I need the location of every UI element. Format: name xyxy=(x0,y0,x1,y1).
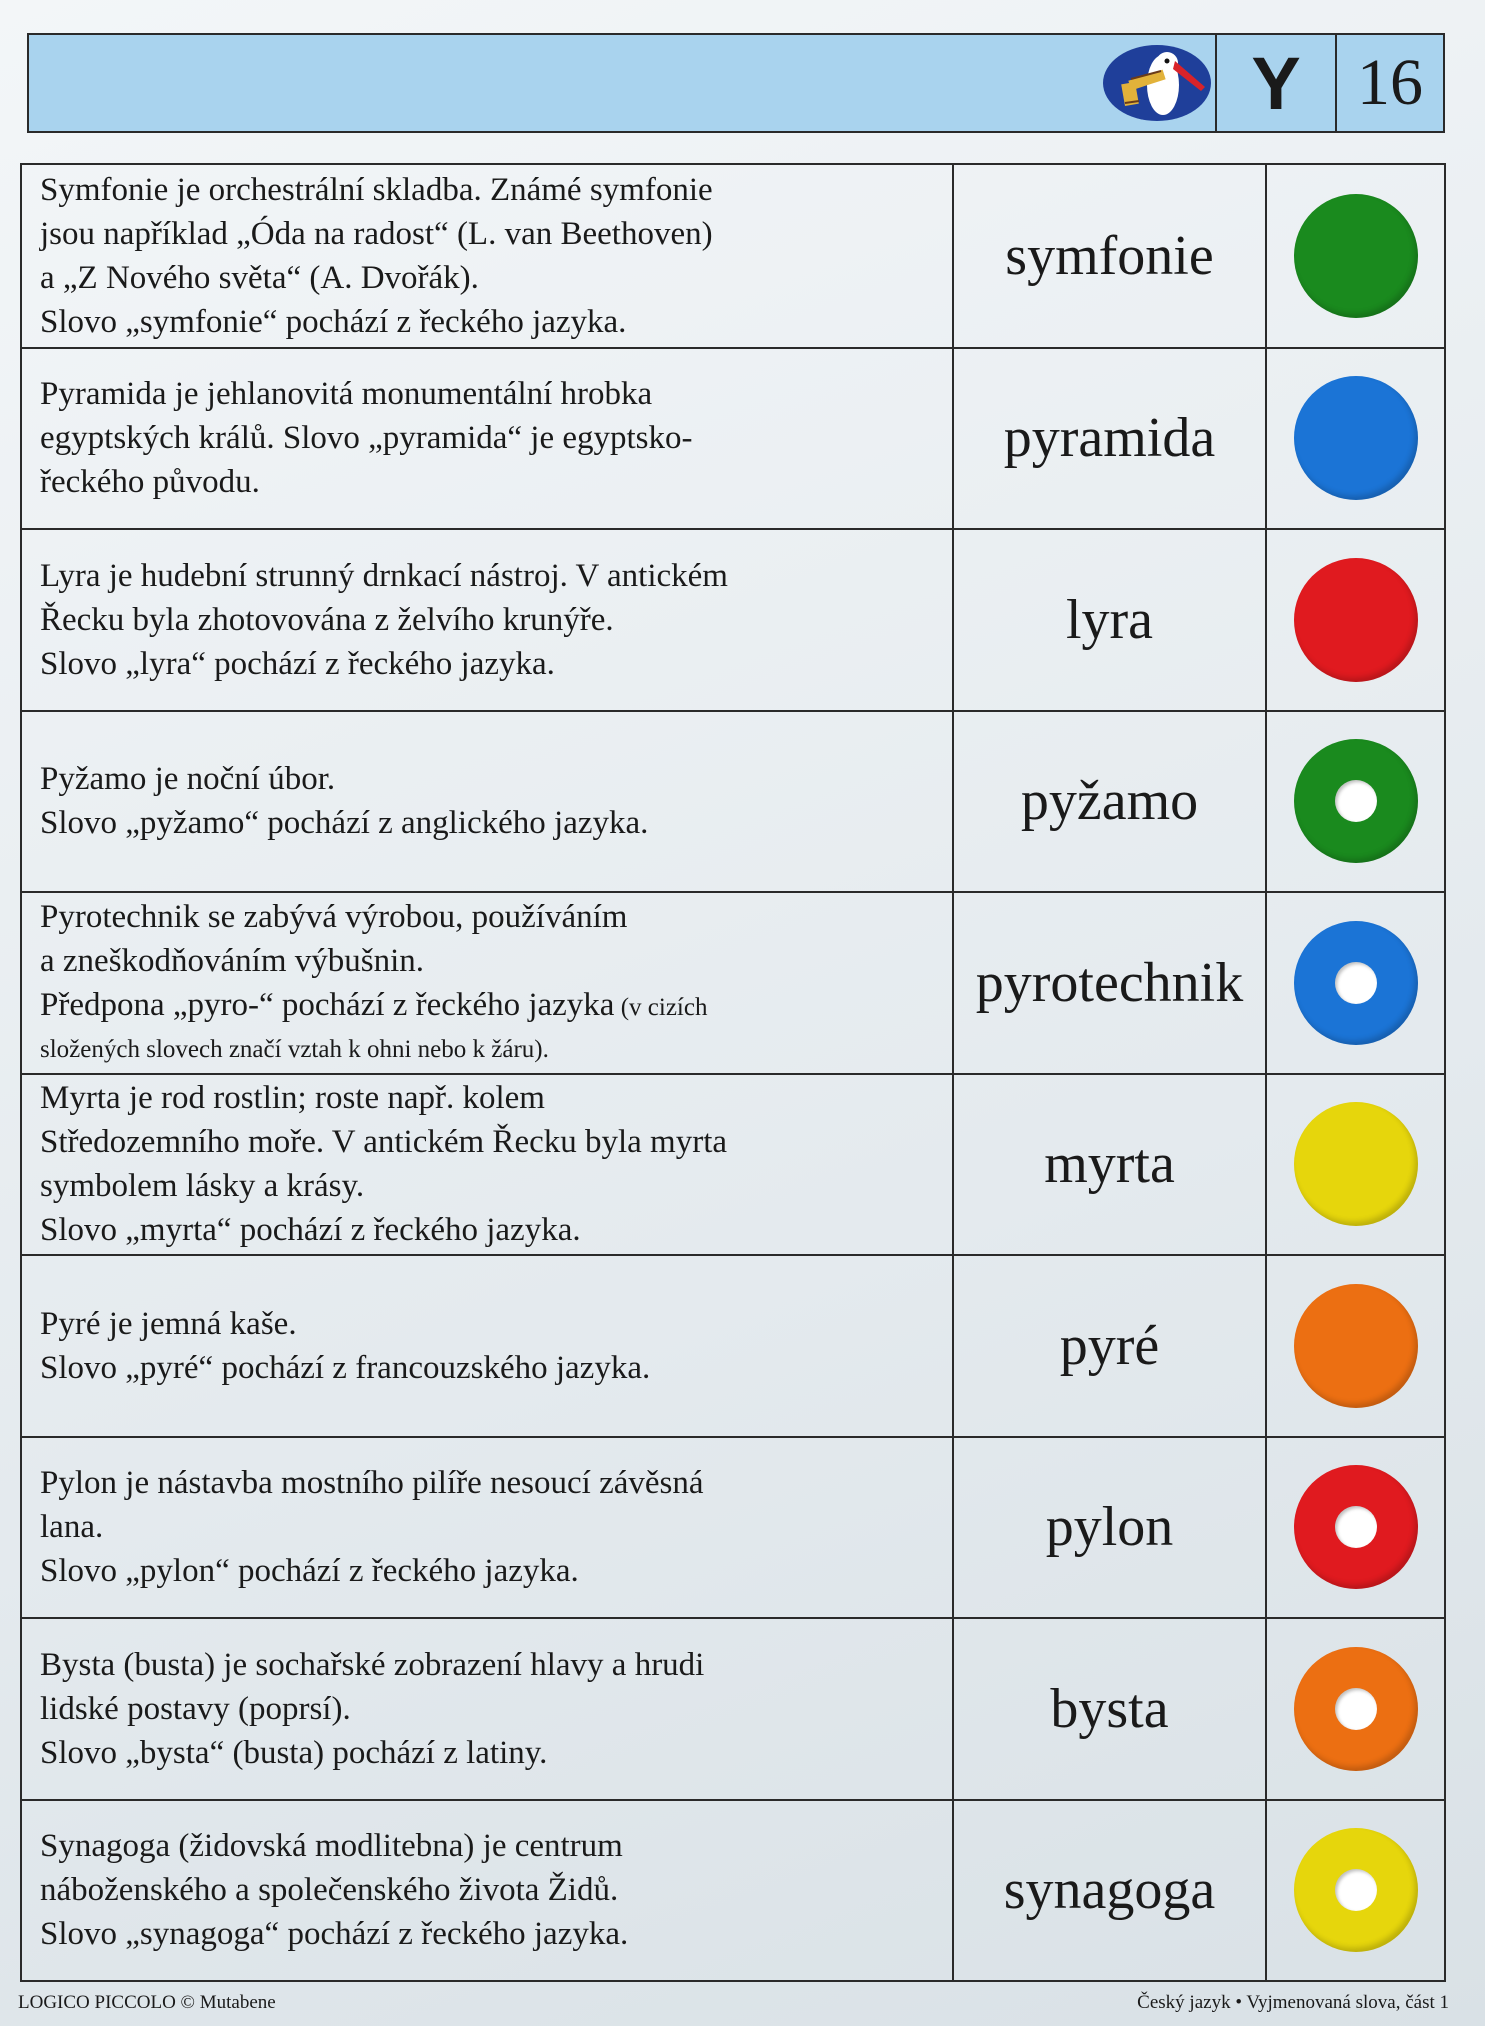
color-code-cell xyxy=(1265,1619,1444,1799)
row-description xyxy=(22,1438,952,1618)
description-line: Pyrotechnik se zabývá výrobou, používáním xyxy=(40,899,628,936)
ring-marker-icon xyxy=(1294,1647,1418,1771)
vocabulary-word: pyramida xyxy=(952,349,1265,529)
description-line: egyptských králů. Slovo „pyramida“ je egyptsko- xyxy=(40,420,693,457)
ring-hole xyxy=(1335,1869,1377,1911)
row-description xyxy=(22,1801,952,1981)
description-line: Pylon je nástavba mostního pilíře nesoucí závěsná xyxy=(40,1465,704,1502)
description-line: Slovo „pylon“ pochází z řeckého jazyka. xyxy=(40,1553,579,1590)
description-line: Myrta je rod rostlin; roste např. kolem xyxy=(40,1080,545,1117)
circle-marker-icon xyxy=(1294,558,1418,682)
description-line: Slovo „pyré“ pochází z francouzského jazyka. xyxy=(40,1349,651,1386)
table-row xyxy=(22,165,1444,347)
color-code-cell xyxy=(1265,1801,1444,1981)
description-line: Lyra je hudební strunný drnkací nástroj. V antickém xyxy=(40,557,728,594)
description-line: řeckého původu. xyxy=(40,464,260,501)
vocabulary-word: bysta xyxy=(952,1619,1265,1799)
circle-marker-icon xyxy=(1294,1284,1418,1408)
description-line: Slovo „myrta“ pochází z řeckého jazyka. xyxy=(40,1212,581,1249)
description-line: Řecku byla zhotovována z želvího krunýře. xyxy=(40,601,614,638)
color-code-cell xyxy=(1265,530,1444,710)
color-code-cell xyxy=(1265,349,1444,529)
table-row xyxy=(22,1254,1444,1436)
vocabulary-word: synagoga xyxy=(952,1801,1265,1981)
ring-hole xyxy=(1335,962,1377,1004)
table-row xyxy=(22,1617,1444,1799)
table-row xyxy=(22,528,1444,710)
circle-marker-icon xyxy=(1294,194,1418,318)
description-line-text: Předpona „pyro-“ pochází z řeckého jazyka xyxy=(40,987,615,1024)
ring-marker-icon xyxy=(1294,739,1418,863)
circle-marker-icon xyxy=(1294,376,1418,500)
row-description xyxy=(22,893,952,1073)
description-line: Pyré je jemná kaše. xyxy=(40,1305,297,1342)
word-table xyxy=(20,163,1446,1982)
row-description xyxy=(22,1619,952,1799)
description-line: náboženského a společenského života Židů. xyxy=(40,1872,619,1909)
vocabulary-word: myrta xyxy=(952,1075,1265,1255)
description-line: Synagoga (židovská modlitebna) je centrum xyxy=(40,1828,623,1865)
vocabulary-word: symfonie xyxy=(952,165,1265,347)
row-description xyxy=(22,530,952,710)
vocabulary-word: pylon xyxy=(952,1438,1265,1618)
description-line: lana. xyxy=(40,1509,104,1546)
description-line: jsou například „Óda na radost“ (L. van Beethoven) xyxy=(40,215,713,252)
vocabulary-word: pyré xyxy=(952,1256,1265,1436)
table-row xyxy=(22,1799,1444,1981)
row-description xyxy=(22,165,952,347)
description-line: Slovo „symfonie“ pochází z řeckého jazyka. xyxy=(40,303,627,340)
description-note: (v cizích xyxy=(614,994,708,1022)
footer-publisher: LOGICO PICCOLO © Mutabene xyxy=(18,1992,276,2013)
header-bar xyxy=(27,33,1445,133)
color-code-cell xyxy=(1265,165,1444,347)
color-code-cell xyxy=(1265,1438,1444,1618)
description-line xyxy=(40,983,938,1030)
color-code-cell xyxy=(1265,1075,1444,1255)
color-code-cell xyxy=(1265,712,1444,892)
color-code-cell xyxy=(1265,893,1444,1073)
vocabulary-word: pyžamo xyxy=(952,712,1265,892)
circle-marker-icon xyxy=(1294,1102,1418,1226)
description-note: složených slovech značí vztah k ohni nebo k žáru). xyxy=(40,1036,549,1064)
description-line: Slovo „synagoga“ pochází z řeckého jazyka. xyxy=(40,1916,629,1953)
ring-marker-icon xyxy=(1294,1828,1418,1952)
ring-marker-icon xyxy=(1294,1465,1418,1589)
description-line: Slovo „lyra“ pochází z řeckého jazyka. xyxy=(40,645,555,682)
ring-hole xyxy=(1335,1688,1377,1730)
row-description xyxy=(22,1075,952,1255)
description-line: lidské postavy (poprsí). xyxy=(40,1690,351,1727)
description-line: Pyžamo je noční úbor. xyxy=(40,761,336,798)
table-row xyxy=(22,891,1444,1073)
ring-hole xyxy=(1335,1506,1377,1548)
description-line: Slovo „pyžamo“ pochází z anglického jazyka. xyxy=(40,805,649,842)
description-line: Bysta (busta) je sochařské zobrazení hlavy a hrudi xyxy=(40,1646,705,1683)
table-row xyxy=(22,347,1444,529)
ring-hole xyxy=(1335,780,1377,822)
ring-marker-icon xyxy=(1294,921,1418,1045)
description-line: Středozemního moře. V antickém Řecku byla myrta xyxy=(40,1124,728,1161)
description-line: Pyramida je jehlanovitá monumentální hrobka xyxy=(40,376,653,413)
series-letter: Y xyxy=(1215,35,1335,131)
row-description xyxy=(22,1256,952,1436)
table-row xyxy=(22,710,1444,892)
row-description xyxy=(22,349,952,529)
table-row xyxy=(22,1436,1444,1618)
color-code-cell xyxy=(1265,1256,1444,1436)
description-line: a zneškodňováním výbušnin. xyxy=(40,943,425,980)
stork-with-scarf-icon xyxy=(1101,43,1213,123)
table-row xyxy=(22,1073,1444,1255)
description-line: Slovo „bysta“ (busta) pochází z latiny. xyxy=(40,1734,548,1771)
description-line: symbolem lásky a krásy. xyxy=(40,1168,365,1205)
row-description xyxy=(22,712,952,892)
vocabulary-word: lyra xyxy=(952,530,1265,710)
vocabulary-word: pyrotechnik xyxy=(952,893,1265,1073)
footer-subject: Český jazyk • Vyjmenovaná slova, část 1 xyxy=(1137,1992,1449,2013)
description-line: Symfonie je orchestrální skladba. Známé symfonie xyxy=(40,171,713,208)
card-number: 16 xyxy=(1335,35,1443,131)
description-line: a „Z Nového světa“ (A. Dvořák). xyxy=(40,259,479,296)
